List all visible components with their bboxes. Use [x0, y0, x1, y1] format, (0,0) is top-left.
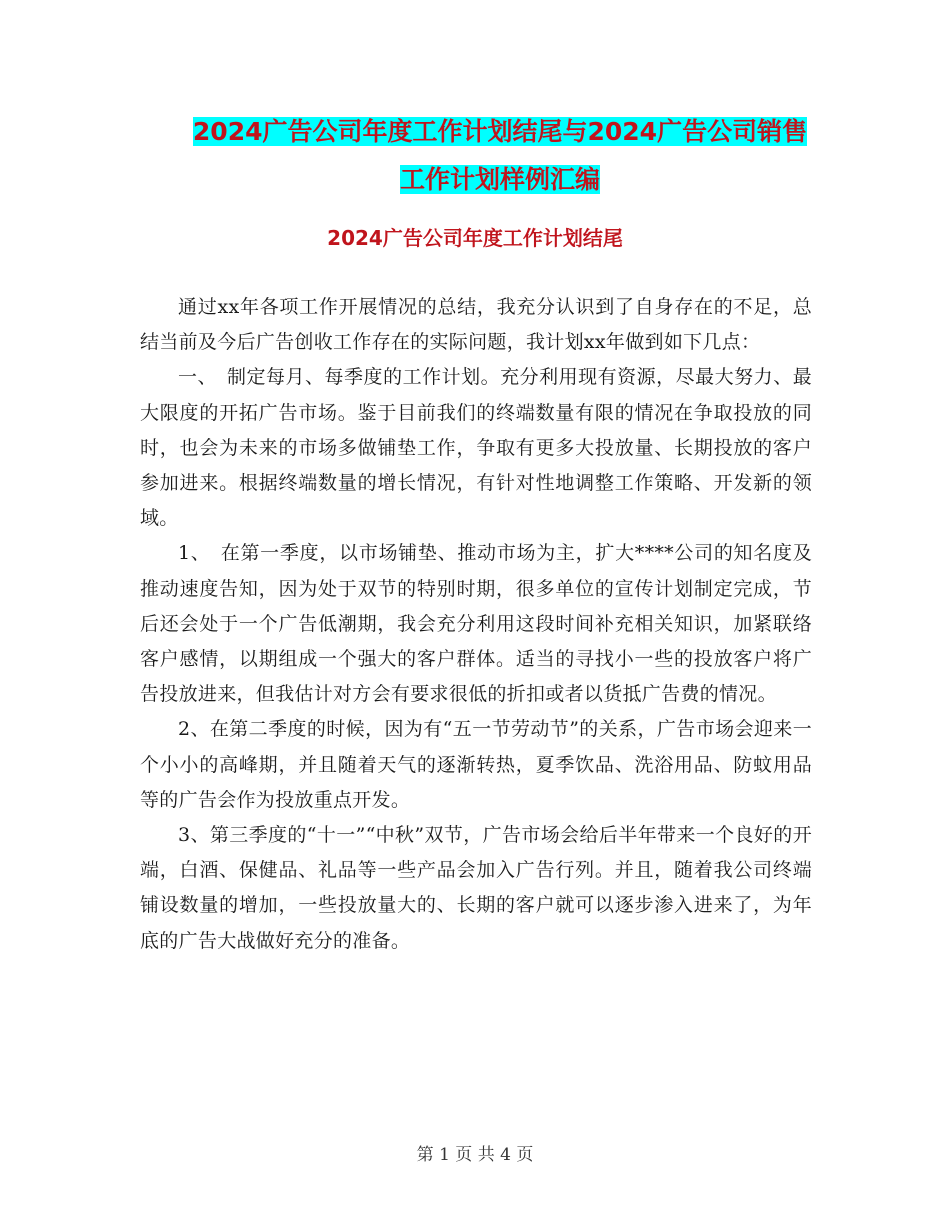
paragraph: 一、 制定每月、每季度的工作计划。充分利用现有资源，尽最大努力、最大限度的开拓广告市场。鉴于目前我们的终端数量有限的情况在争取投放的同时，也会为未来的市场多做铺垫工作，争取有更多大投放量、长期投放的客户参加进来。根据终端数量的增长情况，有针对性地调整工作策略、开发新的领域。	[140, 366, 812, 530]
title-line-2: 工作计划样例汇编	[399, 165, 600, 194]
document-body	[140, 290, 812, 959]
page-footer: 第 1 页 共 4 页	[416, 1145, 534, 1165]
paragraph: 1、 在第一季度，以市场铺垫、推动市场为主，扩大****公司的知名度及推动速度告知，因为处于双节的特别时期，很多单位的宣传计划制定完成，节后还会处于一个广告低潮期，我会充分利用这段时间补充相关知识，加紧联络客户感情，以期组成一个强大的客户群体。适当的寻找小一些的投放客户将广告投放进来，但我估计对方会有要求很低的折扣或者以货抵广告费的情况。	[140, 542, 812, 706]
document-title	[140, 108, 860, 204]
title-line-1: 2024广告公司年度工作计划结尾与2024广告公司销售	[192, 117, 808, 146]
section-title: 2024广告公司年度工作计划结尾	[327, 226, 623, 250]
paragraph: 2、在第二季度的时候，因为有“五一节劳动节”的关系，广告市场会迎来一个小小的高峰期，并且随着天气的逐渐转热，夏季饮品、洗浴用品、防蚊用品等的广告会作为投放重点开发。	[140, 718, 812, 811]
paragraph: 3、第三季度的“十一”“中秋”双节，广告市场会给后半年带来一个良好的开端，白酒、保健品、礼品等一些产品会加入广告行列。并且，随着我公司终端铺设数量的增加，一些投放量大的、长期的客户就可以逐步渗入进来了，为年底的广告大战做好充分的准备。	[140, 824, 812, 952]
paragraph: 通过xx年各项工作开展情况的总结，我充分认识到了自身存在的不足，总结当前及今后广告创收工作存在的实际问题，我计划xx年做到如下几点：	[140, 296, 812, 354]
